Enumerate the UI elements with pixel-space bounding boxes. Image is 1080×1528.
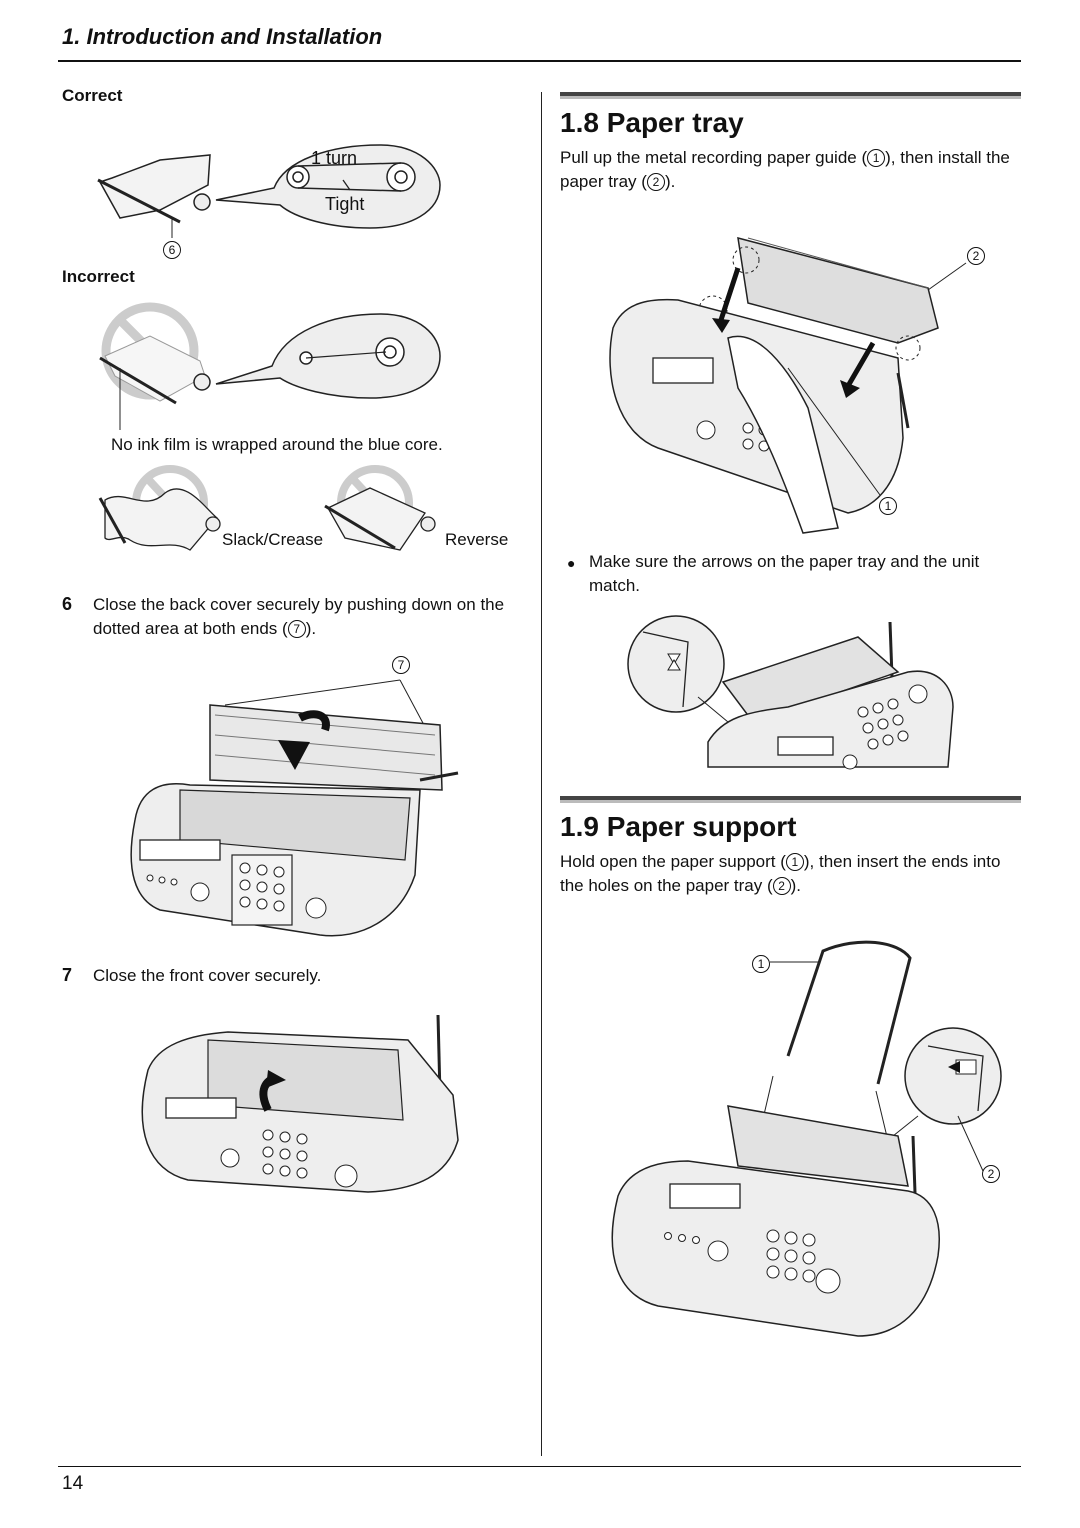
slack-crease-illustration <box>95 468 235 558</box>
callout-tight: Tight <box>325 194 365 214</box>
step-6-text: Close the back cover securely by pushing down on the dotted area at both ends ( 7 ). <box>93 595 505 638</box>
arrows-match-note: Make sure the arrows on the paper tray and the unit match. <box>589 552 980 595</box>
slack-crease-label: Slack/Crease <box>222 530 324 549</box>
no-ink-caption: No ink film is wrapped around the blue core. <box>111 435 443 454</box>
paper-tray-callout-1: 1 <box>879 497 897 516</box>
paper-support-callout-2: 2 <box>982 1165 1000 1184</box>
paper-tray-section-bar <box>560 92 1021 99</box>
paper-support-illustration <box>598 936 1018 1341</box>
paper-tray-callout-2: 2 <box>967 247 985 266</box>
paper-support-intro: Hold open the paper support ( 1 ), then insert the ends into the holes on the paper tray ( 2 ). <box>560 852 1001 895</box>
step-6-number: 6 <box>62 594 73 614</box>
correct-label: Correct <box>62 86 123 105</box>
paper-tray-title: 1.8 Paper tray <box>560 107 744 138</box>
correct-roll-illustration <box>90 140 450 270</box>
bullet-dot: ● <box>567 555 576 571</box>
paper-support-callout-1: 1 <box>752 955 770 974</box>
paper-tray-install-illustration <box>598 208 998 538</box>
paper-tray-intro: Pull up the metal recording paper guide ( 1 ), then install the paper tray ( 2 ). <box>560 148 1010 191</box>
incorrect-label: Incorrect <box>62 267 135 286</box>
incorrect-roll-illustration <box>90 306 450 436</box>
marker-6: 6 <box>163 241 181 260</box>
section-header-title: 1. Introduction and Installation <box>62 24 383 49</box>
paper-support-section-bar <box>560 796 1021 803</box>
step-7-text: Close the front cover securely. <box>93 966 322 985</box>
paper-support-title: 1.9 Paper support <box>560 811 797 842</box>
header-rule <box>58 60 1021 62</box>
page-number: 14 <box>62 1473 84 1494</box>
marker-7: 7 <box>392 656 410 675</box>
footer-rule <box>58 1466 1021 1467</box>
fax-front-cover-illustration <box>128 1010 468 1200</box>
reverse-label: Reverse <box>445 530 509 549</box>
arrows-match-illustration <box>628 612 968 772</box>
step-7-number: 7 <box>62 965 73 985</box>
reverse-illustration <box>310 468 450 558</box>
callout-one-turn: 1 turn <box>311 148 358 168</box>
fax-back-cover-illustration <box>120 670 460 950</box>
column-divider <box>541 92 542 1456</box>
